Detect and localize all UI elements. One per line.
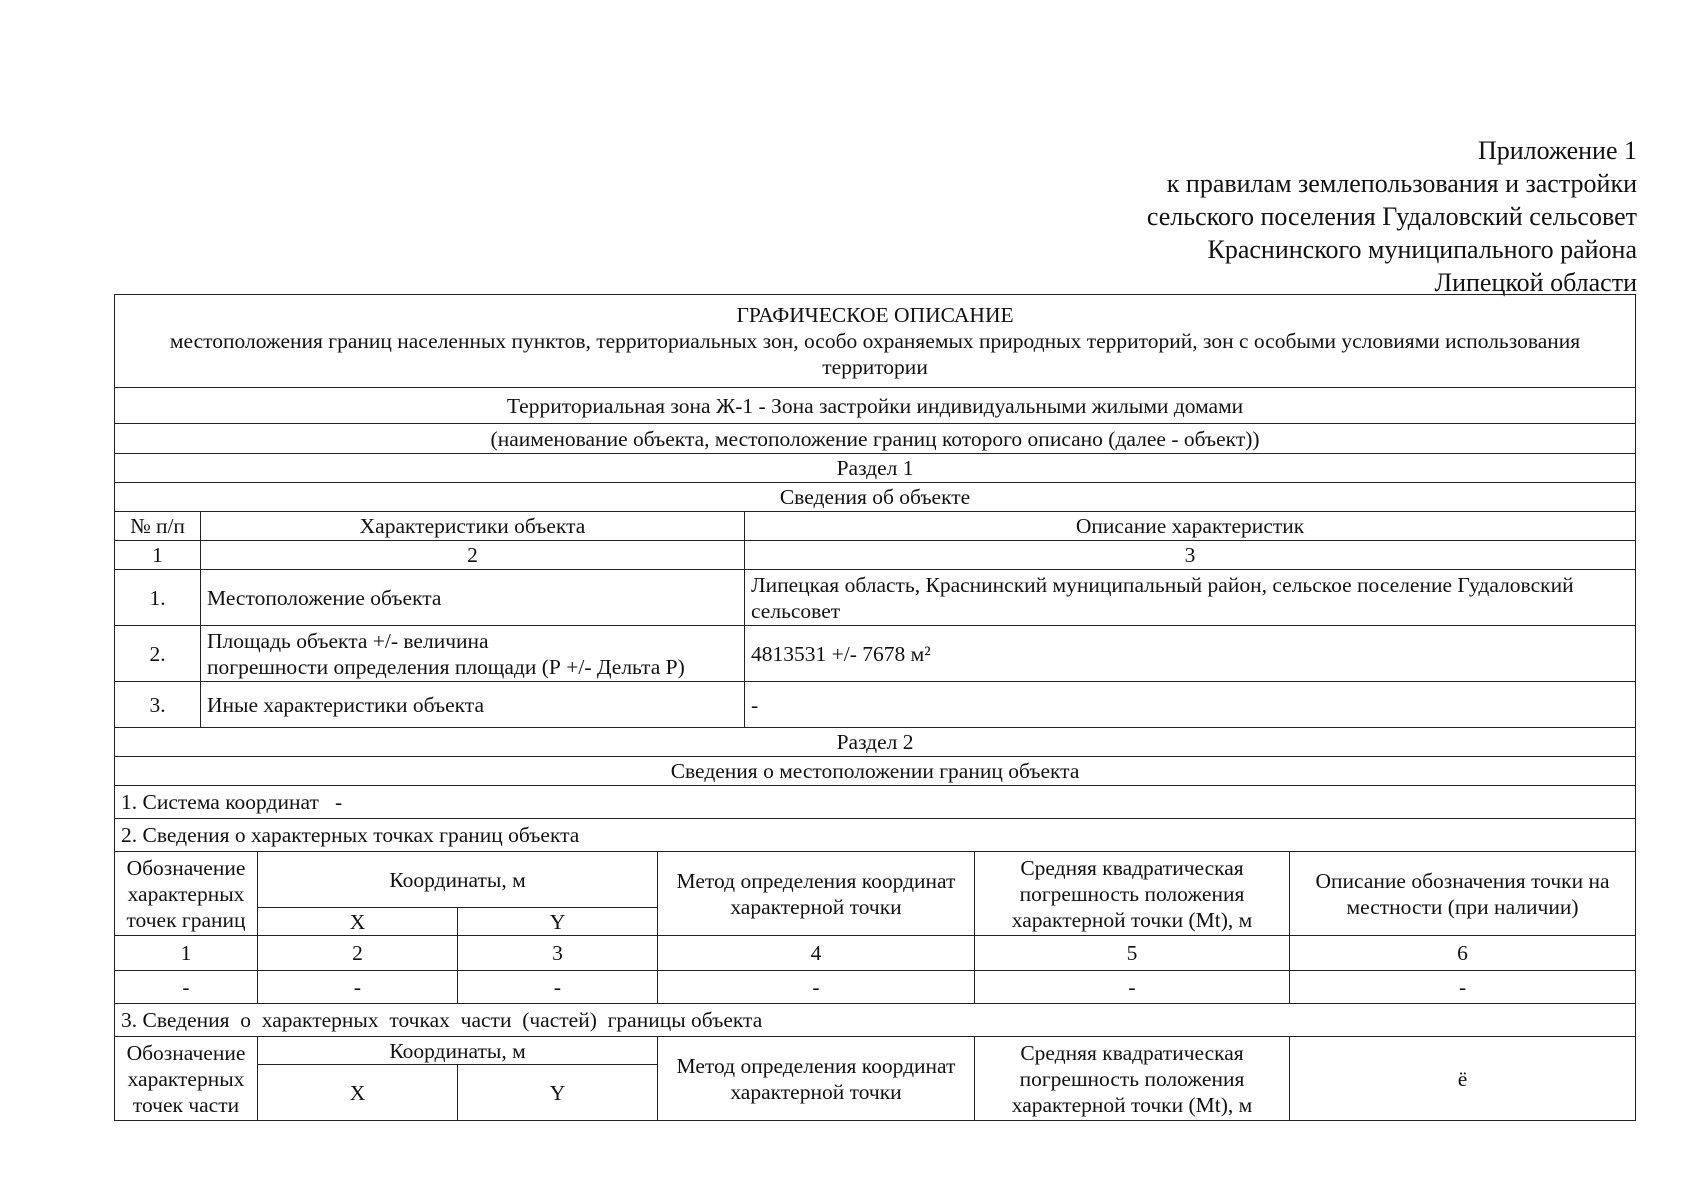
characteristic-value: -	[745, 682, 1636, 728]
table-header-row	[115, 512, 1636, 541]
column-number: 4	[658, 936, 975, 971]
column-number: 2	[201, 541, 745, 570]
coordinates-header: Координаты, м	[258, 1037, 658, 1065]
column-number: 1	[115, 936, 258, 971]
point-designation-header	[115, 852, 258, 936]
coordinates-header: Координаты, м	[258, 852, 658, 908]
header-line: характерной точки	[730, 894, 902, 919]
row-number: 3.	[115, 682, 201, 728]
table-cell: -	[115, 971, 258, 1004]
header-line: Обозначение	[126, 1040, 246, 1065]
table-row	[115, 682, 1636, 728]
column-number: 2	[258, 936, 458, 971]
table-row	[115, 626, 1636, 682]
characteristic-name: Местоположение объекта	[201, 570, 745, 626]
error-header	[975, 852, 1290, 936]
appendix-line: Приложение 1	[1477, 136, 1637, 165]
row-number: 1.	[115, 570, 201, 626]
header-line: Метод определения координат	[676, 868, 956, 893]
title-row	[115, 295, 1636, 388]
header-line: Обозначение	[126, 855, 246, 880]
column-header: Характеристики объекта	[201, 512, 745, 541]
characteristic-name	[201, 626, 745, 682]
table-row	[115, 424, 1636, 454]
parts-header-row	[115, 1037, 1636, 1065]
section2-title: Раздел 2	[115, 728, 1636, 757]
table-cell: -	[658, 971, 975, 1004]
points-title: 2. Сведения о характерных точках границ объекта	[115, 819, 1636, 852]
part-designation-header	[115, 1037, 258, 1121]
column-number: 1	[115, 541, 201, 570]
column-header: Описание характеристик	[745, 512, 1636, 541]
table-row	[115, 819, 1636, 852]
table-row	[115, 786, 1636, 819]
characteristic-value: Липецкая область, Краснинский муниципальный район, сельское поселение Гудаловский сельсовет	[745, 570, 1636, 626]
table-row	[115, 388, 1636, 424]
header-line: точек границ	[126, 907, 246, 932]
last-column-header: ё	[1290, 1037, 1636, 1121]
characteristic-name: Иные характеристики объекта	[201, 682, 745, 728]
header-line: погрешность положения	[1019, 1066, 1245, 1091]
table-row	[115, 570, 1636, 626]
header-line: местности (при наличии)	[1346, 894, 1579, 919]
header-line: Средняя квадратическая	[1020, 855, 1244, 880]
title-cell	[115, 295, 1636, 388]
table-row	[115, 757, 1636, 786]
graphic-description-table	[114, 294, 1636, 1121]
coordinate-system: 1. Система координат -	[115, 786, 1636, 819]
x-header: X	[258, 1065, 458, 1121]
appendix-line: Краснинского муниципального района	[1207, 235, 1637, 264]
zone-caption: (наименование объекта, местоположение границ которого описано (далее - объект))	[115, 424, 1636, 454]
header-line: характерной точки (Mt), м	[1011, 907, 1253, 932]
header-line: точек части	[132, 1092, 240, 1117]
section1-title: Раздел 1	[115, 454, 1636, 483]
table-row	[115, 1004, 1636, 1037]
table-cell: -	[458, 971, 658, 1004]
y-header: Y	[458, 1065, 658, 1121]
table-row	[115, 936, 1636, 971]
appendix-line: Липецкой области	[1434, 268, 1637, 297]
table-row	[115, 728, 1636, 757]
row-number: 2.	[115, 626, 201, 682]
document-subtitle: местоположения границ населенных пунктов, территориальных зон, особо охраняемых природных территорий, зон с особыми условиями использования территории	[169, 329, 1581, 379]
header-line: погрешность положения	[1019, 881, 1245, 906]
method-header	[658, 852, 975, 936]
header-line: характерных	[127, 881, 245, 906]
header-line: Средняя квадратическая	[1020, 1040, 1244, 1065]
parts-title: 3. Сведения о характерных точках части (частей) границы объекта	[115, 1004, 1636, 1037]
table-row	[115, 971, 1636, 1004]
table-row	[115, 454, 1636, 483]
header-line: характерных	[127, 1066, 245, 1091]
document-title: ГРАФИЧЕСКОЕ ОПИСАНИЕ	[736, 303, 1014, 327]
header-line: характерной точки	[730, 1079, 902, 1104]
header-line: Описание обозначения точки на	[1315, 868, 1610, 893]
appendix-line: к правилам землепользования и застройки	[1166, 169, 1637, 198]
x-header: X	[258, 908, 458, 936]
table-row	[115, 541, 1636, 570]
column-number: 3	[745, 541, 1636, 570]
points-header-row	[115, 852, 1636, 908]
header-line: характерной точки (Mt), м	[1011, 1092, 1253, 1117]
method-header	[658, 1037, 975, 1121]
description-header	[1290, 852, 1636, 936]
appendix-header	[937, 134, 1637, 299]
table-row	[115, 483, 1636, 512]
appendix-line: сельского поселения Гудаловский сельсовет	[1146, 202, 1637, 231]
section2-subtitle: Сведения о местоположении границ объекта	[115, 757, 1636, 786]
column-header: № п/п	[115, 512, 201, 541]
characteristic-value: 4813531 +/- 7678 м²	[745, 626, 1636, 682]
characteristic-name-line: погрешности определения площади (Р +/- Дельта Р)	[207, 654, 685, 679]
column-number: 6	[1290, 936, 1636, 971]
section1-subtitle: Сведения об объекте	[115, 483, 1636, 512]
column-number: 5	[975, 936, 1290, 971]
table-cell: -	[1290, 971, 1636, 1004]
zone-name: Территориальная зона Ж-1 - Зона застройки индивидуальными жилыми домами	[115, 388, 1636, 424]
table-cell: -	[975, 971, 1290, 1004]
header-line: Метод определения координат	[676, 1053, 956, 1078]
y-header: Y	[458, 908, 658, 936]
column-number: 3	[458, 936, 658, 971]
table-cell: -	[258, 971, 458, 1004]
error-header	[975, 1037, 1290, 1121]
characteristic-name-line: Площадь объекта +/- величина	[207, 628, 489, 653]
